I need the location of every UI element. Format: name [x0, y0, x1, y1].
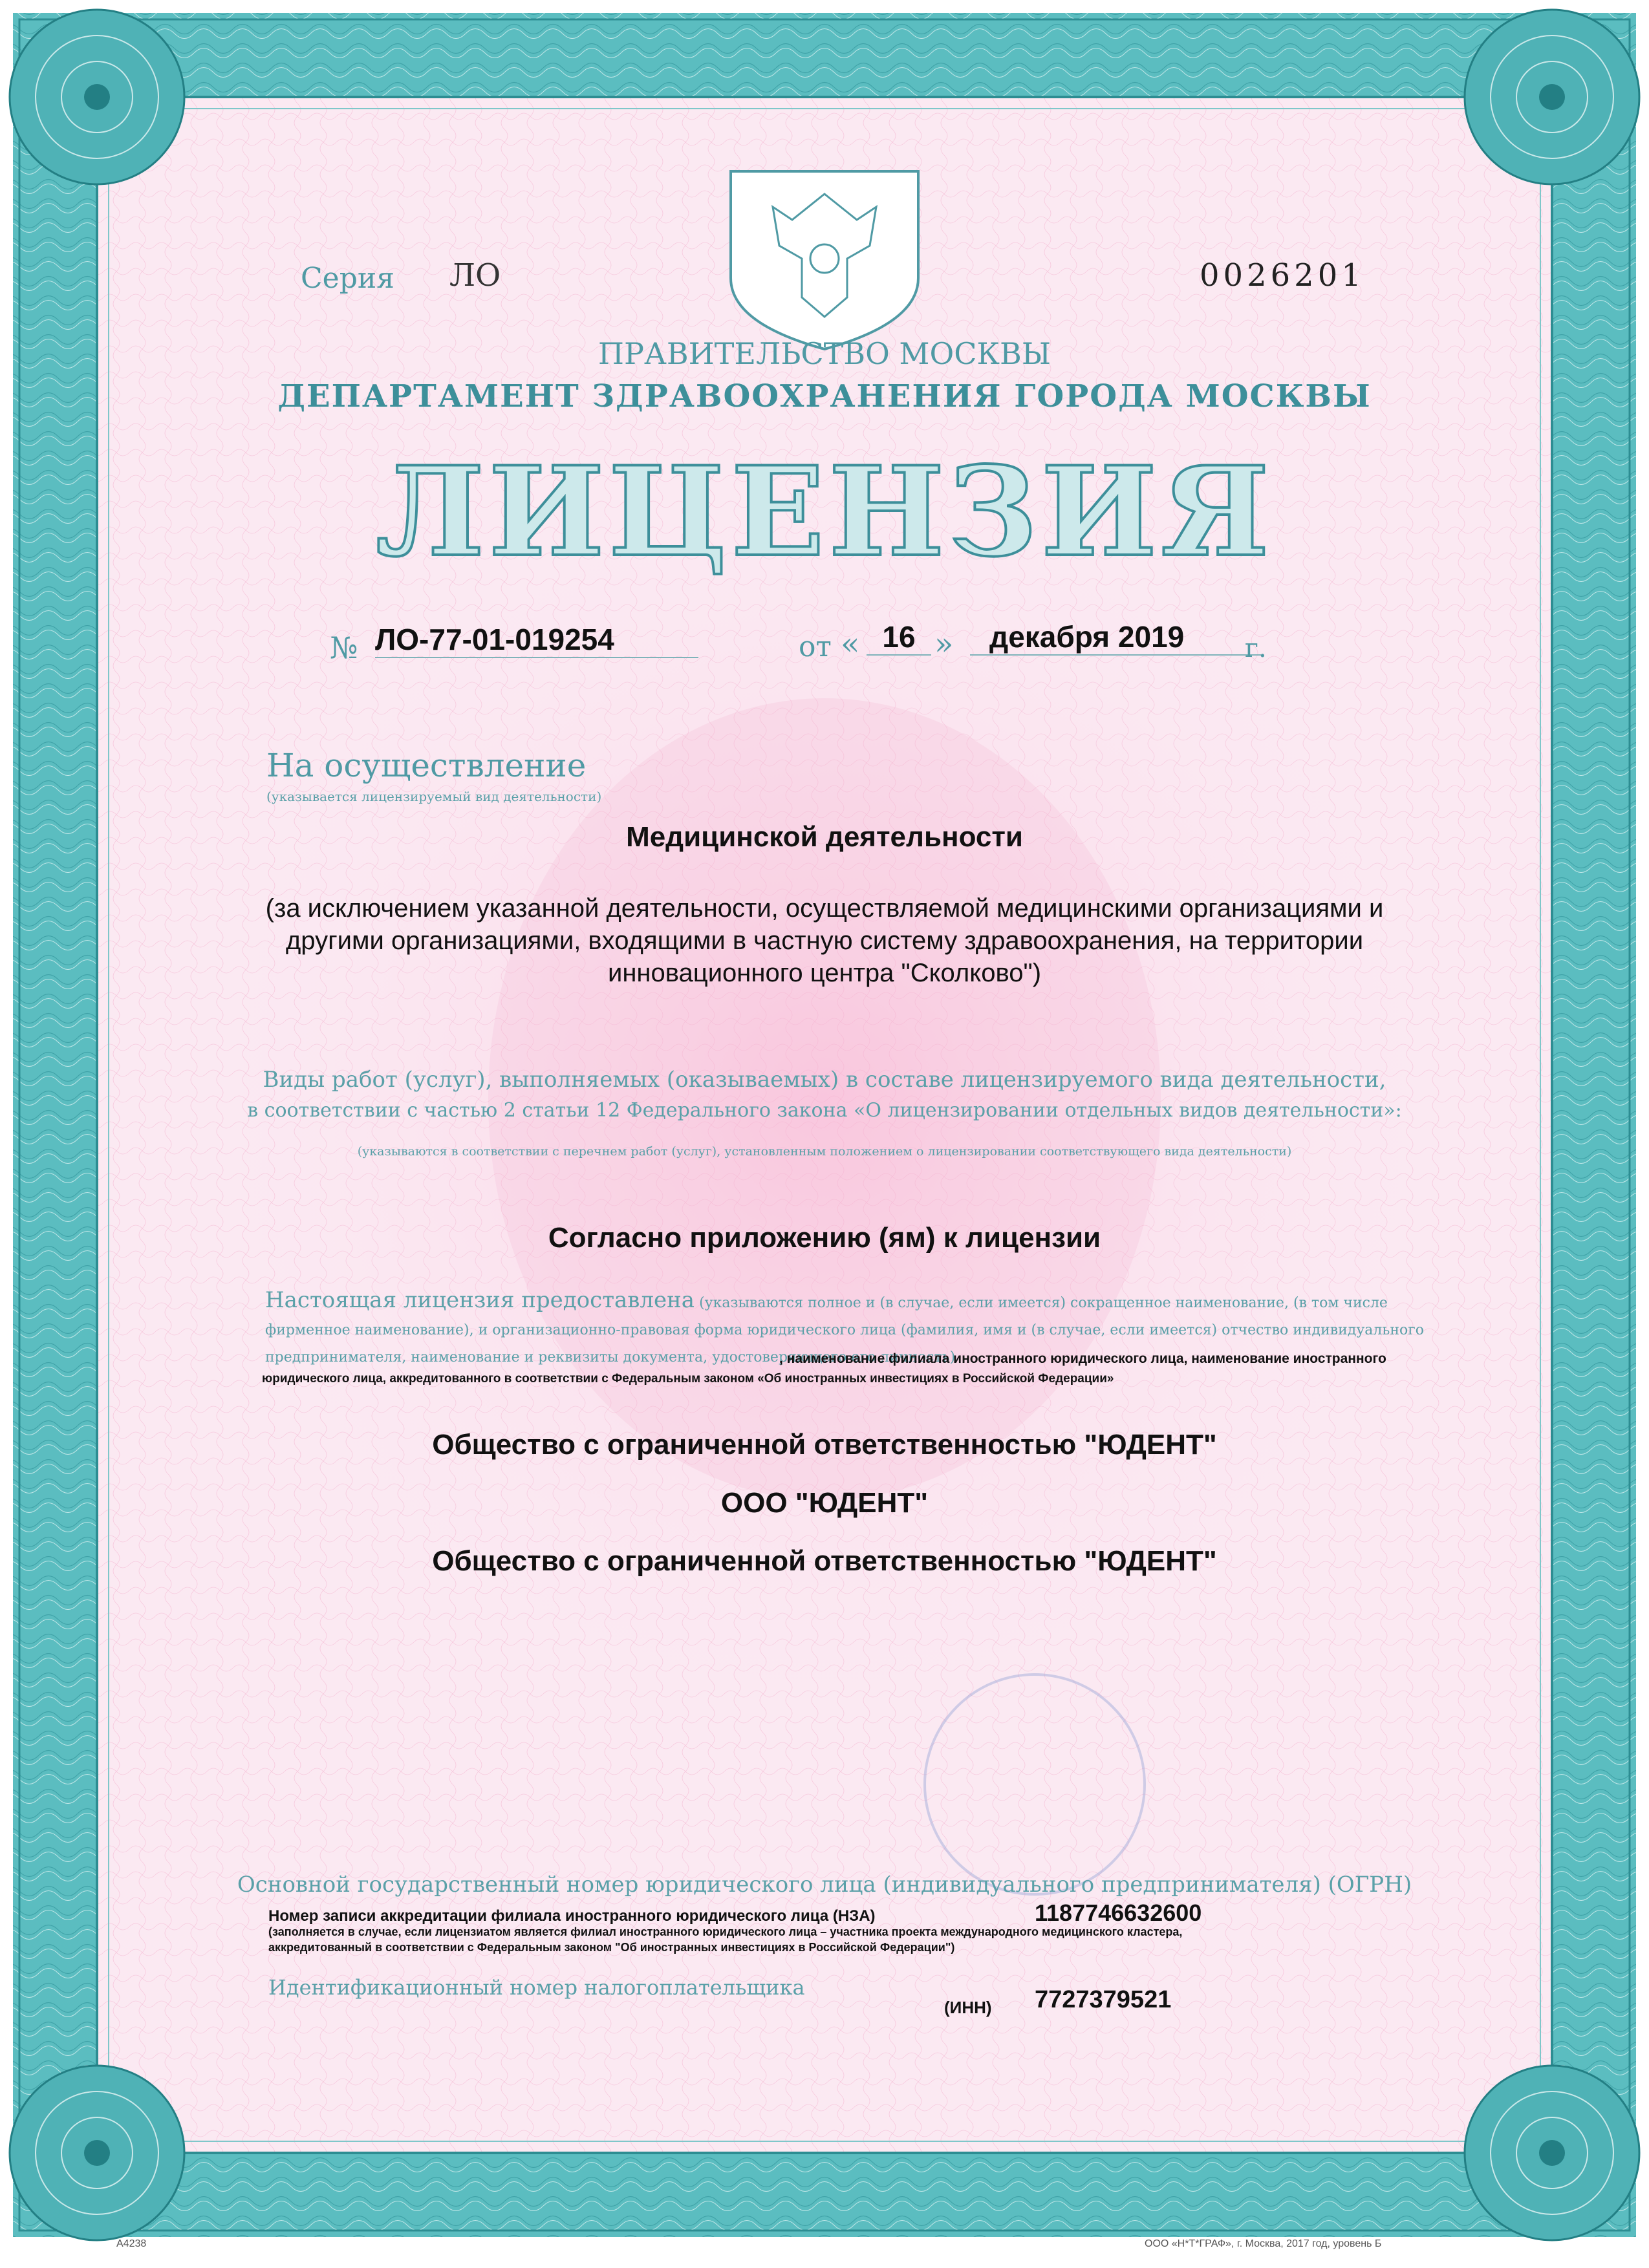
- number-sign: №: [330, 630, 358, 665]
- ogrn-value: 1187746632600: [1035, 1899, 1202, 1926]
- licensee-firm-name: Общество с ограниченной ответственностью "ЮДЕНТ": [432, 1545, 1217, 1577]
- works-hint: (указываются в соответствии с перечнем работ (услуг), установленным положением о лицензировании соответствующего вида деятельности): [357, 1144, 1292, 1159]
- year-suffix: г.: [1245, 634, 1267, 663]
- inn-value: 7727379521: [1035, 1986, 1172, 2013]
- gov-line: ПРАВИТЕЛЬСТВО МОСКВЫ: [598, 336, 1051, 371]
- close-quote: »: [934, 626, 954, 662]
- licensee-extra-2: юридического лица, аккредитованного в соответствии с Федеральным законом «Об иностранных инвестициях в Российской Федерации»: [262, 1372, 1114, 1385]
- licensee-short-name: ООО "ЮДЕНТ": [720, 1487, 929, 1519]
- open-quote: «: [841, 626, 860, 662]
- nza-note-2: аккредитованный в соответствии с Федеральным законом "Об иностранных инвестициях в Российской Федерации"): [268, 1941, 955, 1954]
- works-label-1: Виды работ (услуг), выполняемых (оказываемых) в составе лицензируемого вида деятельности,: [263, 1067, 1386, 1093]
- nza-label: Номер записи аккредитации филиала иностранного юридического лица (НЗА): [268, 1907, 876, 1925]
- corner-rosette-br: [1465, 2066, 1639, 2240]
- corner-rosette-tr: [1465, 10, 1639, 184]
- activity-hint: (указывается лицензируемый вид деятельности): [266, 789, 602, 804]
- series-label: Серия: [301, 262, 394, 295]
- month-year: декабря 2019: [970, 619, 1261, 656]
- corner-rosette-tl: [10, 10, 184, 184]
- printer-info: ООО «Н*Т*ГРАФ», г. Москва, 2017 год, уровень Б: [1145, 2238, 1382, 2249]
- day: 16: [867, 619, 931, 656]
- licensee-extra-1: , наименование филиала иностранного юридического лица, наименование иностранного: [779, 1351, 1386, 1366]
- series-value: ЛО: [449, 257, 501, 294]
- dept-line: ДЕПАРТАМЕНТ ЗДРАВООХРАНЕНИЯ ГОРОДА МОСКВЫ: [277, 378, 1372, 414]
- licensee-full-name: Общество с ограниченной ответственностью "ЮДЕНТ": [432, 1429, 1217, 1460]
- activity-label: На осуществление: [266, 747, 587, 784]
- ogrn-label: Основной государственный номер юридического лица (индивидуального предпринимателя) (ОГРН): [237, 1872, 1412, 1898]
- licensee-label-big: Настоящая лицензия предоставлена: [265, 1287, 695, 1313]
- inn-tag: (ИНН): [944, 1998, 992, 2017]
- license-number: ЛО-77-01-019254: [375, 622, 698, 658]
- license-title: ЛИЦЕНЗИЯ: [376, 440, 1273, 584]
- coat-of-arms-icon: [731, 171, 918, 349]
- form-code: А4238: [116, 2238, 147, 2249]
- blank-number: 0026201: [1200, 257, 1365, 294]
- activity-value: Медицинской деятельности: [626, 821, 1023, 853]
- inn-label: Идентификационный номер налогоплательщика: [268, 1975, 805, 2000]
- from-label: от: [799, 630, 832, 663]
- licensee-label-small: (указываются полное и (в случае, если имеется) сокращенное наименование, (в том числе фирменное наименование), и организационно-правовая форма юридического лица (фамилия, имя и (в случае, если имеется) отчество индивидуального предпринимателя, наименование и реквизиты документа, удостоверяющего его личность): [265, 1295, 1425, 1365]
- works-value: Согласно приложению (ям) к лицензии: [548, 1222, 1101, 1254]
- corner-rosette-bl: [10, 2066, 184, 2240]
- activity-detail: (за исключением указанной деятельности, осуществляемой медицинскими организациями и другими организациями, входящими в частную систему здравоохранения, на территории инновационного центра "Сколково"): [265, 894, 1384, 987]
- works-label-2: в соответствии с частью 2 статьи 12 Федерального закона «О лицензировании отдельных видов деятельности»:: [247, 1099, 1402, 1122]
- nza-note-1: (заполняется в случае, если лицензиатом является филиал иностранного юридического лица – участника проекта международного медицинского кластера,: [268, 1925, 1183, 1938]
